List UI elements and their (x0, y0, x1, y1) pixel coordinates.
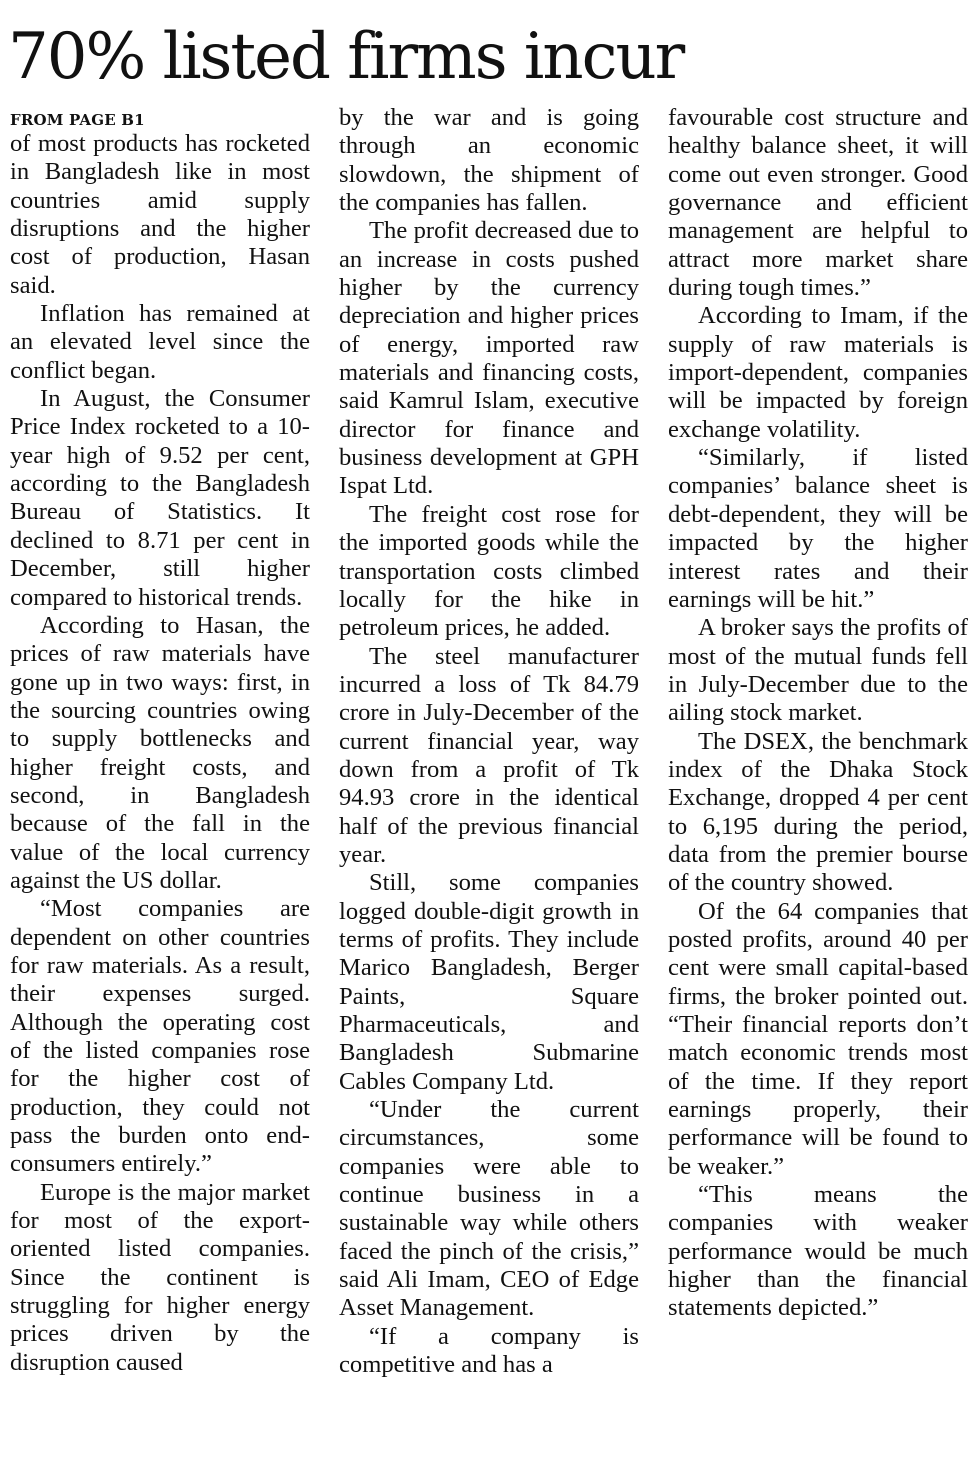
paragraph: The freight cost rose for the imported goods while the transportation costs climbed locally for the hike in petroleum prices, he added. (339, 500, 639, 642)
paragraph: Inflation has remained at an elevated level since the conflict began. (10, 300, 310, 384)
headline: 70% listed firms incur (8, 20, 684, 94)
paragraph: According to Hasan, the prices of raw materials have gone up in two ways: first, in the sourcing countries owing to supply bottlenecks and higher freight costs, and second, in Bangladesh because of the fall in the value of the local currency against the US dollar. (10, 611, 310, 894)
paragraph: In August, the Consumer Price Index rocketed to a 10-year high of 9.52 per cent, according to the Bangladesh Bureau of Statistics. It declined to 8.71 per cent in December, still higher compared to historical trends. (10, 385, 310, 611)
paragraph: Of the 64 companies that posted profits, around 40 per cent were small capital-based firms, the broker pointed out. “Their financial reports don’t match economic trends most of the time. If they report earnings properly, their performance will be found to be weaker.” (668, 897, 968, 1180)
paragraph: by the war and is going through an economic slowdown, the shipment of the companies has fallen. (339, 104, 639, 217)
paragraph: “Similarly, if listed companies’ balance sheet is debt-dependent, they will be impacted by the higher interest rates and their earnings will be hit.” (668, 444, 968, 613)
paragraph: A broker says the profits of most of the mutual funds fell in July-December due to the ailing stock market. (668, 614, 968, 727)
article-column-1 (10, 104, 310, 1474)
paragraph: “If a company is competitive and has a (339, 1322, 639, 1379)
paragraph: The DSEX, the benchmark index of the Dhaka Stock Exchange, dropped 4 per cent to 6,195 during the period, data from the premier bourse of the country showed. (668, 727, 968, 897)
paragraph: The profit decreased due to an increase in costs pushed higher by the currency depreciation and higher prices of energy, imported raw materials and financing costs, said Kamrul Islam, executive director for finance and business development at GPH Ispat Ltd. (339, 217, 639, 500)
paragraph: of most products has rocketed in Bangladesh like in most countries amid supply disruptions and the higher cost of production, Hasan said. (10, 130, 310, 299)
dateline: FROM PAGE B1 (10, 111, 145, 129)
paragraph: The steel manufacturer incurred a loss of Tk 84.79 crore in July-December of the current financial year, way down from a profit of Tk 94.93 crore in the identical half of the previous financial year. (339, 642, 639, 868)
paragraph: According to Imam, if the supply of raw materials is import-dependent, companies will be impacted by foreign exchange volatility. (668, 302, 968, 443)
paragraph: Still, some companies logged double-digit growth in terms of profits. They include Marico Bangladesh, Berger Paints, Square Pharmaceuticals, and Bangladesh Submarine Cables Company Ltd. (339, 869, 639, 1095)
paragraph: favourable cost structure and healthy balance sheet, it will come out even stronger. Good governance and efficient management are helpful to attract more market share during tough times.” (668, 104, 968, 302)
paragraph: Europe is the major market for most of the export-oriented listed companies. Since the continent is struggling for higher energy prices driven by the disruption caused (10, 1178, 310, 1376)
article-column-2 (339, 104, 639, 1474)
paragraph: “Under the current circumstances, some companies were able to continue business in a sustainable way while others faced the pinch of the crisis,” said Ali Imam, CEO of Edge Asset Management. (339, 1096, 639, 1322)
article-column-3 (668, 104, 968, 1474)
paragraph: “This means the companies with weaker performance would be much higher than the financial statements depicted.” (668, 1181, 968, 1322)
paragraph: “Most companies are dependent on other countries for raw materials. As a result, their expenses surged. Although the operating cost of the listed companies rose for the higher cost of production, they could not pass the burden onto end-consumers entirely.” (10, 895, 310, 1178)
